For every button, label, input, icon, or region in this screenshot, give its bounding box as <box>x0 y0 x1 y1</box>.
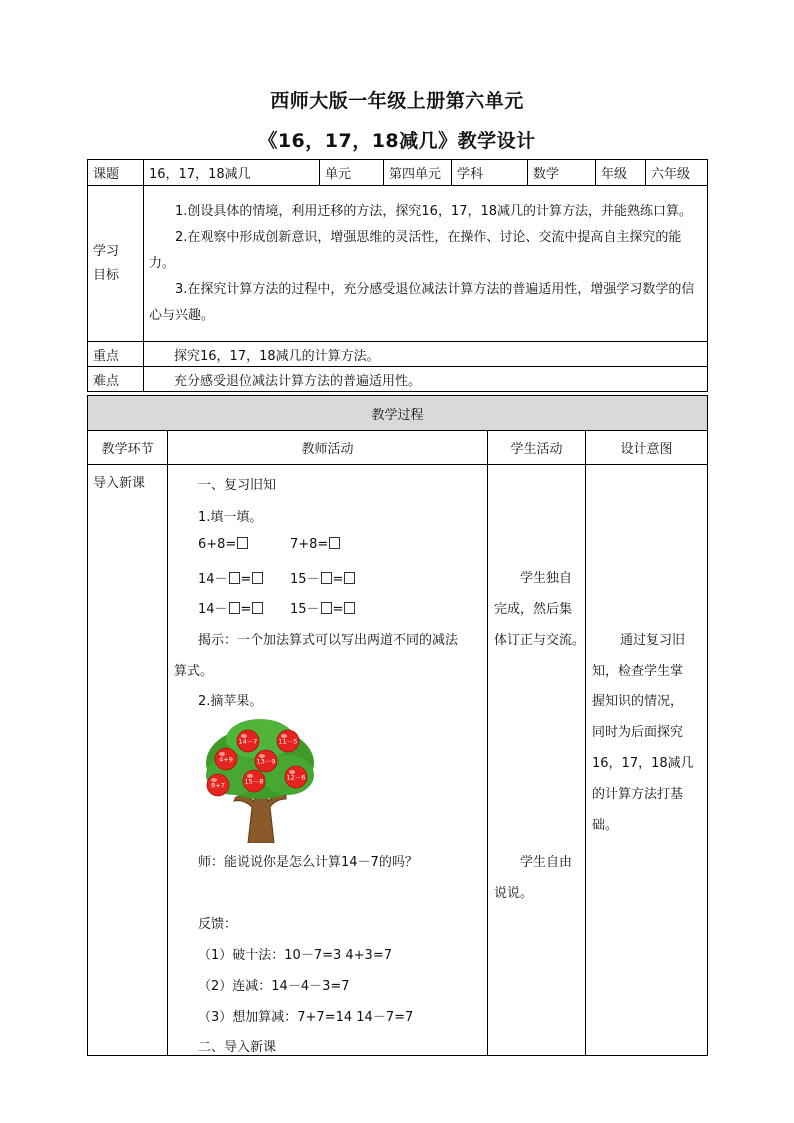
topic-value: 16，17，18减几 <box>144 160 320 186</box>
header-table <box>87 159 708 392</box>
design-cell <box>586 465 708 1056</box>
blank-box <box>229 572 240 584</box>
stage-cell <box>88 465 168 1056</box>
goal-item: 1.创设具体的情境，利用迁移的方法，探究16，17，18减几的计算方法，并能熟练口算。 <box>175 203 693 219</box>
goals-label <box>88 186 144 342</box>
blank-box <box>344 602 355 614</box>
design-line: 握知识的情况， <box>592 694 684 709</box>
grade-value: 六年级 <box>646 160 708 186</box>
design-line: 础。 <box>592 818 619 833</box>
apple-label: 14－7 <box>238 737 258 746</box>
reveal-line1: 揭示：一个加法算式可以写出两道不同的减法 <box>198 633 459 648</box>
goals-cell <box>144 186 708 342</box>
subject-label: 学科 <box>452 160 528 186</box>
method-1: （1）破十法：10－7=3 4+3=7 <box>198 948 392 963</box>
teacher-cell <box>168 465 488 1056</box>
apple-label: 4+9 <box>219 755 233 764</box>
unit-label: 单元 <box>320 160 384 186</box>
design-line: 同时为后面探究 <box>592 725 684 740</box>
blank-box <box>344 572 355 584</box>
process-table <box>87 395 708 1056</box>
process-band-title: 教学过程 <box>88 396 708 431</box>
goal-item: 2.在观察中形成创新意识，增强思维的灵活性，在操作、讨论、交流中提高自主探究的能力。 <box>149 229 682 271</box>
review-heading: 一、复习旧知 <box>198 478 277 493</box>
equation-row: 14－ = <box>198 598 264 617</box>
intro-heading: 二、导入新课 <box>198 1040 277 1055</box>
blank-box <box>237 537 248 549</box>
equation-row: 6+8= <box>198 537 249 552</box>
col-student-header: 学生活动 <box>488 431 586 465</box>
key-value: 探究16，17，18减几的计算方法。 <box>144 342 708 367</box>
student-line: 体订正与交流。 <box>494 633 586 648</box>
col-design-header: 设计意图 <box>586 431 708 465</box>
doc-title-line1: 西师大版一年级上册第六单元 <box>270 90 524 112</box>
design-line: 的计算方法打基 <box>592 787 684 802</box>
goals-label-text: 学习目标 <box>93 243 120 283</box>
reveal-line2: 算式。 <box>174 664 214 679</box>
blank-box <box>252 602 263 614</box>
question-line: 师：能说说你是怎么计算14－7的吗？ <box>198 855 418 870</box>
equation-row: 7+8= <box>290 537 341 552</box>
equation-row: 15－ = <box>290 598 356 617</box>
subject-value: 数学 <box>528 160 596 186</box>
goal-item: 3.在探究计算方法的过程中，充分感受退位减法计算方法的普遍适用性，增强学习数学的信心与兴趣。 <box>149 281 695 323</box>
fill-heading: 1.填一填。 <box>198 510 263 525</box>
equation-row: 14－ = <box>198 568 264 587</box>
design-line: 通过复习旧 <box>620 633 686 648</box>
blank-box <box>229 602 240 614</box>
grade-label: 年级 <box>596 160 646 186</box>
stage-label: 导入新课 <box>93 476 146 491</box>
apple-label: 12－6 <box>286 773 306 782</box>
key-label: 重点 <box>88 342 144 367</box>
apple-label: 13－9 <box>256 757 276 766</box>
apple-label: 15－8 <box>244 777 264 786</box>
student-line: 学生自由 <box>520 855 573 870</box>
apple-heading: 2.摘苹果。 <box>198 694 263 709</box>
topic-label: 课题 <box>88 160 144 186</box>
student-line: 说说。 <box>494 886 534 901</box>
blank-box <box>329 537 340 549</box>
difficulty-value: 充分感受退位减法计算方法的普遍适用性。 <box>144 367 708 392</box>
doc-title-line2: 《16，17，18减几》教学设计 <box>258 130 536 152</box>
apple-tree-image <box>204 715 316 843</box>
apple-label: 11－5 <box>278 737 298 746</box>
unit-value: 第四单元 <box>384 160 452 186</box>
difficulty-label: 难点 <box>88 367 144 392</box>
method-3: （3）想加算减：7+7=14 14－7=7 <box>198 1010 414 1025</box>
student-cell <box>488 465 586 1056</box>
method-2: （2）连减：14－4－3=7 <box>198 979 350 994</box>
blank-box <box>321 572 332 584</box>
design-line: 知，检查学生掌 <box>592 664 684 679</box>
col-stage-header: 教学环节 <box>88 431 168 465</box>
student-line: 学生独自 <box>520 571 573 586</box>
equation-row: 15－ = <box>290 568 356 587</box>
apple-label: 8+7 <box>211 781 225 790</box>
design-line: 16，17，18减几 <box>592 756 694 771</box>
blank-box <box>252 572 263 584</box>
student-line: 完成，然后集 <box>494 602 573 617</box>
blank-box <box>321 602 332 614</box>
col-teacher-header: 教师活动 <box>168 431 488 465</box>
feedback-label: 反馈： <box>198 917 238 932</box>
